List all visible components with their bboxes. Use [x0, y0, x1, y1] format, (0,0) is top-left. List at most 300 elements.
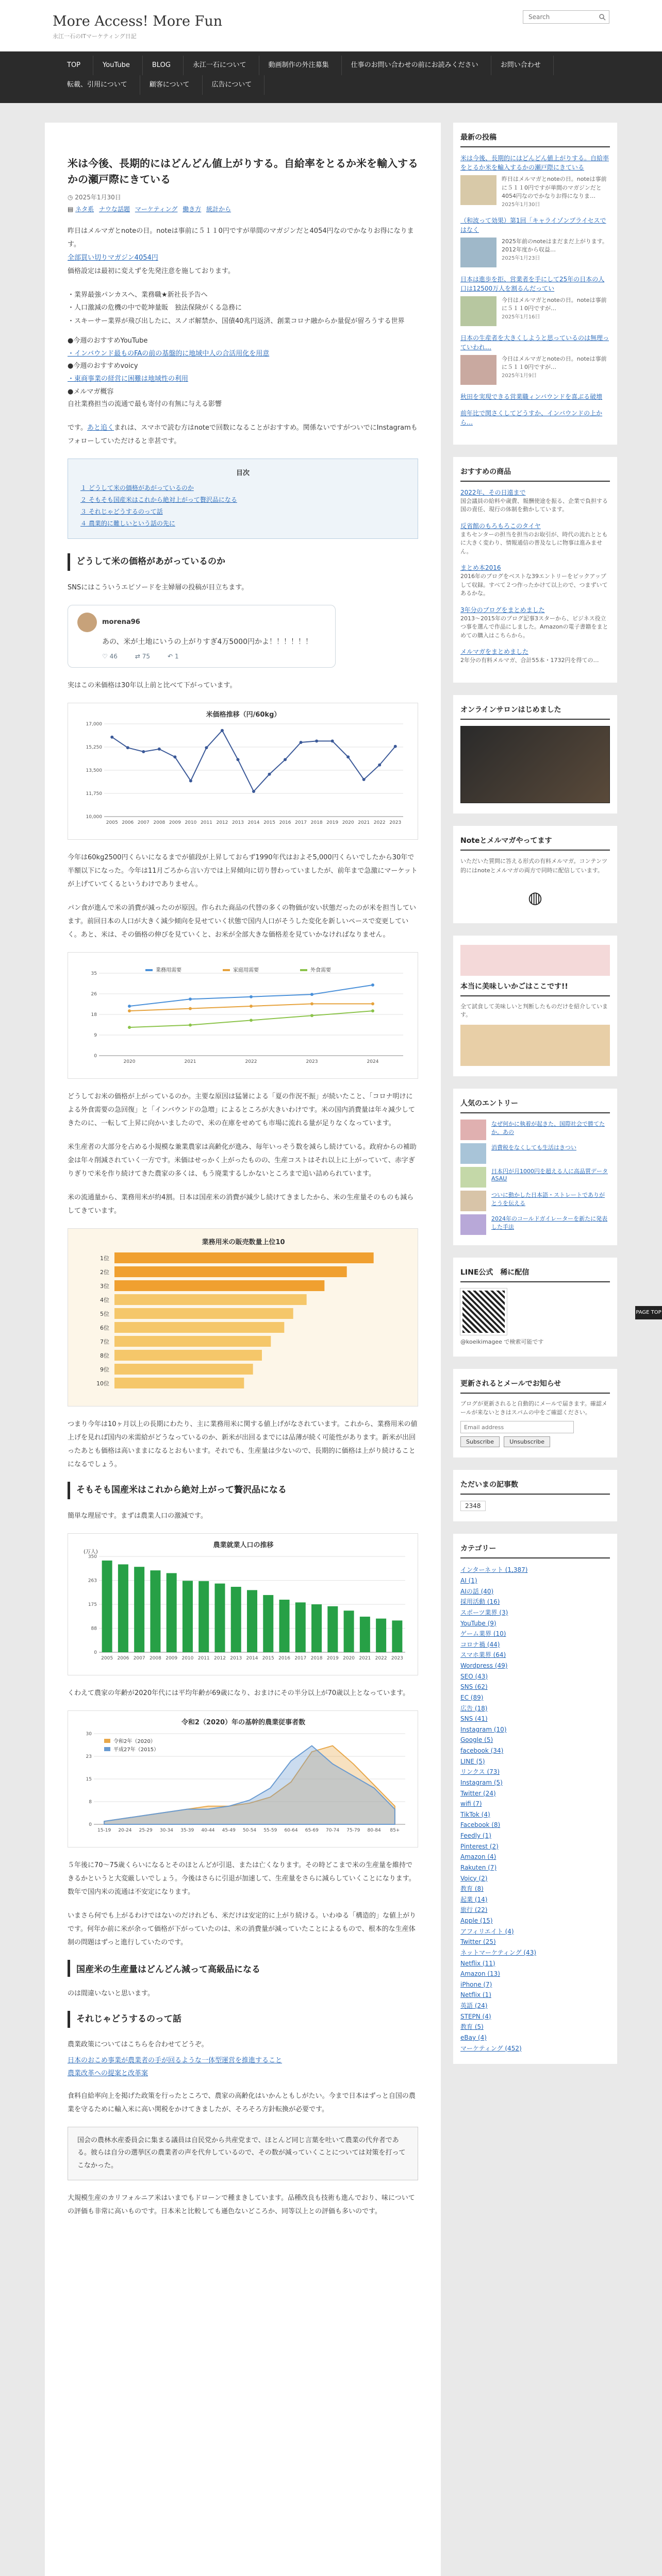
category-item[interactable]: Facebook (8)	[460, 1821, 501, 1829]
list-item: ・業界最強パンカスへ、業務職★新社長予告へ	[68, 291, 208, 299]
y-tick-label: 0	[94, 1054, 97, 1059]
voicy-heading: ●今週のおすすめvoicy	[68, 362, 138, 370]
category-item[interactable]: wifi (7)	[460, 1800, 482, 1808]
line-id: @koeikimagee で検索可能です	[460, 1338, 544, 1345]
popular-title[interactable]: 消費税をなくしても生活はきつい	[491, 1144, 576, 1151]
tag-link[interactable]: 働き方	[183, 206, 202, 213]
note-description: いただいた質問に答える形式の有料メルマガ。コンテンツ的にはnoteとメルマガの両方で同時に配信しています。	[460, 857, 608, 874]
end-paragraph: 大規模生産のカリフォルニア米はいまでもドローンで種まきしています。品種改良も技術も進んでおり、味についての評価も非常に高いものです。日本米と比較しても遜色ないどころか、同等以上との評価も多いのです。	[68, 2194, 415, 2215]
bar	[150, 1570, 160, 1652]
sidebar	[453, 123, 617, 2576]
bar	[327, 1606, 338, 1652]
recent-post-title[interactable]: （和波って効果）第1回「キャライゾンプライセスではなく	[460, 216, 606, 233]
bar	[118, 1564, 128, 1652]
intro-paragraph: 昨日はメルマガとnoteの日。noteは事前に５１１0円ですが単間のマガジンだと4054円なのでかなりお得になります。	[68, 227, 414, 248]
data-point	[315, 740, 318, 743]
post-date: 2025年1月16日	[502, 314, 540, 320]
category-item[interactable]: SEO (43)	[460, 1672, 488, 1680]
data-point	[284, 758, 287, 761]
x-tick-label: 2017	[295, 820, 307, 826]
category-item[interactable]: 英語 (24)	[460, 2002, 488, 2009]
popular-item[interactable]	[460, 1214, 610, 1235]
line-qr-code[interactable]	[460, 1289, 507, 1335]
y-tick-label: 17,000	[86, 722, 102, 727]
x-tick-label: 2013	[232, 820, 244, 826]
data-point	[310, 1014, 313, 1018]
data-point	[378, 764, 381, 767]
category-item[interactable]: 広告 (18)	[460, 1704, 488, 1712]
recommended-item[interactable]	[460, 488, 610, 514]
post-thumbnail[interactable]	[460, 296, 496, 326]
post-excerpt: 2025年前のnoteはまだまだ上がります。2012年度から収益…	[502, 238, 608, 253]
y-tick-label: 263	[88, 1578, 97, 1584]
recommended-item[interactable]	[460, 521, 610, 556]
y-tick-label: 15,250	[86, 745, 102, 751]
note-logo[interactable]	[460, 882, 610, 913]
bar	[114, 1350, 262, 1361]
category-item[interactable]: 採用活動 (16)	[460, 1598, 500, 1606]
category-item[interactable]: Instagram (10)	[460, 1725, 507, 1733]
nav-item-contact[interactable]: お問い合わせ	[491, 56, 554, 75]
bar	[247, 1590, 257, 1652]
x-tick-label: 2023	[391, 1655, 403, 1661]
x-tick-label: 2007	[137, 820, 150, 826]
bar	[114, 1378, 244, 1388]
x-tick-label: 2011	[200, 820, 212, 826]
x-tick-label: 2014	[246, 1655, 258, 1661]
legend-label: 業務用需要	[156, 968, 181, 974]
nav-item-youtube[interactable]: YouTube	[93, 56, 143, 75]
x-tick-label: 2016	[278, 1655, 290, 1661]
data-point	[371, 1003, 374, 1006]
mag-text: 自社業務担当の流通で最も寄付の有無に与える影響	[68, 400, 222, 409]
youtube-link[interactable]: ・インバウンド最ものFAの前の基盤的に地域中人の合活用化を用意	[68, 349, 270, 358]
legend-swatch	[104, 1747, 110, 1751]
data-point	[331, 740, 334, 743]
widget-title: ただいまの記事数	[460, 1479, 610, 1495]
retweet-button[interactable]: ⇄ 75	[135, 653, 151, 660]
voicy-link[interactable]: ・東商事業の経営に困難は地域性の利用	[68, 375, 189, 383]
popular-item[interactable]	[460, 1191, 610, 1211]
category-item[interactable]: Pinterest (2)	[460, 1842, 499, 1850]
category-item[interactable]: Apple (15)	[460, 1917, 493, 1924]
email-field[interactable]	[460, 1421, 574, 1433]
widget-title: オンラインサロンはじめました	[460, 704, 610, 720]
toc-item[interactable]: １ どうして米の価格があがっているのか	[80, 484, 194, 492]
popular-item[interactable]	[460, 1120, 610, 1140]
category-item[interactable]: Netflix (11)	[460, 1959, 495, 1967]
tag-link[interactable]: ネタ系	[75, 206, 94, 213]
note-widget	[453, 826, 617, 923]
y-tick-label: 0	[89, 1822, 92, 1827]
kamyo-widget	[453, 936, 617, 1076]
recommended-text: 2年分の有料メルマガ、合計55本・1732円を得ての…	[460, 657, 599, 664]
x-tick-label: 2011	[197, 1655, 210, 1661]
nav-item-about[interactable]: 永江一石について	[184, 56, 259, 75]
category-item[interactable]: 教育 (5)	[460, 2023, 484, 2031]
folder-icon: ▤	[68, 206, 76, 213]
section-heading-3: それじゃどうするのって話	[68, 2011, 418, 2028]
category-item[interactable]: SNS (41)	[460, 1715, 488, 1723]
category-item[interactable]: Instagram (5)	[460, 1778, 503, 1786]
post-thumbnail[interactable]	[460, 238, 496, 267]
popular-item[interactable]	[460, 1143, 610, 1164]
recent-post[interactable]	[460, 333, 610, 385]
x-tick-label: 2020	[343, 1655, 355, 1661]
embedded-tweet[interactable]	[68, 605, 336, 668]
recent-post[interactable]	[460, 275, 610, 326]
history-paragraph-2: パン食が進んで米の消費が減ったのが原因。作られた商品の代替の多くの物価が安い状態だったのが米を担当しています。前回日本の人口が大きく減少傾向を見せていく状態で国内人口がそうした変化を新しいペースで変更していく。あと、米は、その価格の伸びを見ていくと、お米が全部大きな価格差を見ていかなければなりません。	[68, 904, 417, 939]
x-tick-label: 2005	[106, 820, 118, 826]
like-button[interactable]: ♡ 46	[102, 653, 118, 660]
category-item[interactable]: コロナ禍 (44)	[460, 1640, 500, 1648]
x-tick-label: 2023	[306, 1059, 318, 1065]
rank-label: 9位	[100, 1366, 109, 1374]
history-paragraph-1: 今年は60kg2500円くらいになるまでが値段が上昇しておらず1990年代はおよそ5,000円くらいでしたから30年で半額以下になった。今年は11月ごろから言い方では上昇傾向に切り替わっていましたが、前年まで急激にマーケットが上げていてくるというわけでありません。	[68, 854, 418, 889]
x-tick-label: 2016	[279, 820, 291, 826]
avatar[interactable]	[77, 613, 97, 632]
bar	[114, 1294, 307, 1305]
bar	[114, 1336, 271, 1347]
y-tick-label: 18	[91, 1012, 97, 1018]
x-tick-label: 70-74	[325, 1827, 340, 1833]
y-tick-label: 350	[88, 1554, 97, 1560]
post-thumbnail[interactable]	[460, 1214, 486, 1235]
topic-list	[68, 289, 418, 328]
x-tick-label: 15-19	[97, 1827, 111, 1833]
data-point	[236, 758, 239, 761]
category-item[interactable]: YouTube (9)	[460, 1619, 496, 1627]
y-tick-label: 30	[86, 1731, 92, 1737]
bar	[114, 1280, 324, 1291]
nav-item-video-outsourcing[interactable]: 動画制作の外注募集	[259, 56, 342, 75]
nav-item-top[interactable]: TOP	[58, 56, 93, 75]
category-item[interactable]: LINE (5)	[460, 1757, 485, 1765]
category-item[interactable]: STEPN (4)	[460, 2012, 491, 2020]
data-point	[126, 747, 129, 750]
data-point	[110, 736, 113, 739]
rank-label: 5位	[100, 1311, 109, 1318]
post-thumbnail[interactable]	[460, 1167, 486, 1188]
x-tick-label: 2022	[375, 1655, 387, 1661]
popular-title[interactable]: 日本円が月1000円を超える人に高品質データASAU	[491, 1167, 608, 1182]
category-widget	[453, 1534, 617, 2064]
legend-label: 外食需要	[310, 968, 331, 974]
widget-title: Noteとメルマガやってます	[460, 835, 610, 851]
category-item[interactable]: Wordpress (49)	[460, 1662, 508, 1669]
line-widget	[453, 1258, 617, 1357]
recent-post-title[interactable]: 米は今後、長期的にはどんどん値上がりする。自給率をとるか米を輸入するかの瀬戸際にきている	[460, 155, 609, 171]
x-tick-label: 2009	[169, 820, 181, 826]
recommended-text: まちセンターの担当を担当のお取引が、時代の流れとともに大きく変わり、情報通信の普及なしに物事は進みません。	[460, 531, 608, 555]
x-tick-label: 2006	[122, 820, 134, 826]
category-item[interactable]: ネットマーケティング (43)	[460, 1948, 537, 1956]
x-tick-label: 2021	[359, 1655, 371, 1661]
mail-widget	[453, 1369, 617, 1458]
post-thumbnail[interactable]	[460, 1191, 486, 1211]
demand-trend-chart	[68, 952, 418, 1079]
category-item[interactable]: 起業 (14)	[460, 1895, 488, 1903]
kamyo-image[interactable]	[460, 1025, 610, 1066]
tag-link[interactable]: マーケティング	[135, 206, 178, 213]
popular-title[interactable]: なぜ何かに執着が起きた、国際社会で勝てたか。あの	[491, 1120, 605, 1136]
section-heading-2b: 国産米の生産量はどんどん減って高級品になる	[68, 1960, 418, 1977]
widget-title: 最新の投稿	[460, 132, 610, 147]
category-list	[460, 1565, 610, 2054]
article-title: 米は今後、長期的にはどんどん値上がりする。自給率をとるか米を輸入するかの瀬戸際にきている	[68, 157, 418, 185]
magazine-link-row	[68, 251, 418, 265]
category-item[interactable]: Voicy (2)	[460, 1874, 488, 1882]
x-tick-label: 2008	[149, 1655, 161, 1661]
popular-widget	[453, 1089, 617, 1245]
nav-item-clients[interactable]: 顧客について	[140, 75, 203, 95]
legend-swatch	[300, 969, 307, 971]
category-item[interactable]: AIの話 (40)	[460, 1587, 494, 1595]
youtube-heading: ●今週のおすすめYouTube	[68, 337, 148, 345]
category-item[interactable]: アフィリエイト (4)	[460, 1927, 514, 1935]
bar	[114, 1322, 284, 1333]
data-point	[128, 1005, 131, 1008]
x-tick-label: 45-49	[222, 1827, 236, 1833]
data-point	[205, 747, 208, 750]
page-top-button[interactable]: PAGE TOP	[635, 1306, 662, 1319]
nav-item-blog[interactable]: BLOG	[143, 56, 184, 75]
post-date: 2025年1月30日	[502, 201, 540, 208]
x-tick-label: 2005	[101, 1655, 113, 1661]
history-paragraph-3: どうしてお米の価格が上がっているのか。主要な原因は猛暑による「夏の作況不振」が続いたこと、「コロナ明けによる外食需要の急回復」と「インバウンドの急増」によるところが大きいわけです。米の国内消費量は年々減少してきたのに、一転して上昇に向かいましたので、米の在庫をせめても市場に流れる量が足りなくなっています。	[68, 1093, 416, 1128]
category-item[interactable]: リンクス (73)	[460, 1768, 500, 1776]
x-tick-label: 2007	[133, 1655, 145, 1661]
category-item[interactable]: eBay (4)	[460, 2033, 487, 2041]
x-tick-label: 2015	[263, 820, 275, 826]
toc-item[interactable]: ２ そもそも国産米はこれから絶対上がって贅沢品になる	[80, 496, 237, 503]
rice-price-chart-svg	[73, 708, 413, 832]
reply-button[interactable]: ↶ 1	[168, 653, 179, 660]
category-item[interactable]: スマホ業界 (64)	[460, 1651, 506, 1659]
toc-item[interactable]: ４ 農業的に難しいという話の先に	[80, 519, 175, 527]
rank-label: 1位	[100, 1255, 109, 1262]
recommended-title[interactable]: 反省館のもろもろこのタイヤ	[460, 522, 541, 530]
post-thumbnail[interactable]	[460, 1120, 486, 1140]
x-tick-label: 2015	[262, 1655, 274, 1661]
data-point	[128, 1009, 131, 1012]
x-tick-label: 2018	[310, 820, 323, 826]
bar	[279, 1600, 290, 1652]
category-item[interactable]: 教育 (8)	[460, 1885, 484, 1893]
category-item[interactable]: Rakuten (7)	[460, 1863, 497, 1871]
y-tick-label: 15	[86, 1776, 92, 1782]
category-item[interactable]: Feedly (1)	[460, 1832, 491, 1839]
tweet-username[interactable]: morena96	[102, 618, 140, 626]
recommended-title[interactable]: 3年分のブログをまとめました	[460, 606, 545, 614]
search-box[interactable]	[523, 10, 609, 24]
bar	[214, 1583, 225, 1652]
category-item[interactable]: ゲーム業界 (10)	[460, 1630, 506, 1638]
tweet-text: あの、米が土地にいうの上がりすぎ4万5000円かよ！！！！！！	[102, 637, 312, 646]
tag-link[interactable]: ナウな話題	[99, 206, 130, 213]
rank-label: 10位	[96, 1380, 109, 1387]
later-link[interactable]: あと追く	[87, 424, 114, 432]
data-point	[300, 741, 303, 744]
bar	[114, 1266, 347, 1277]
data-point	[128, 1026, 131, 1029]
subscribe-button[interactable]: Subscribe	[460, 1436, 500, 1447]
x-tick-label: 2014	[247, 820, 260, 826]
salon-banner[interactable]	[460, 726, 610, 803]
category-item[interactable]: Amazon (13)	[460, 1970, 500, 1978]
category-item[interactable]: Netflix (1)	[460, 1991, 491, 1999]
x-tick-label: 85+	[390, 1827, 400, 1833]
popular-title[interactable]: 2024年のコールドガイレーターを新たに発表した手法	[491, 1215, 608, 1230]
x-tick-label: 60-64	[284, 1827, 298, 1833]
category-item[interactable]: Amazon (4)	[460, 1853, 496, 1861]
article-tags	[68, 205, 418, 213]
recent-post-title[interactable]: 日本は進歩を拒、営業者を手にして25年の日本の人口は12500万人を割るんだってい	[460, 275, 605, 292]
category-item[interactable]: Twitter (25)	[460, 1938, 496, 1946]
post-thumbnail[interactable]	[460, 175, 496, 205]
kamyo-banner[interactable]	[460, 945, 610, 976]
x-tick-label: 2019	[326, 1655, 339, 1661]
y-tick-label: 26	[91, 992, 97, 997]
category-item[interactable]: EC (89)	[460, 1693, 484, 1701]
mag-heading: ●メルマガ概容	[68, 387, 114, 396]
farm-workers-age-chart	[68, 1710, 418, 1848]
recommended-title[interactable]: メルマガをまとめました	[460, 648, 529, 655]
nav-item-ads[interactable]: 広告について	[203, 75, 265, 95]
bar	[134, 1567, 144, 1652]
salon-widget	[453, 695, 617, 814]
recommended-text: 2013〜2015年のブログ記事3スターから、ビジネス役立つ事を選んで作品にしました。Amazonの電子書籍をまとめての購入はこちらから。	[460, 615, 608, 639]
x-tick-label: 30-34	[159, 1827, 174, 1833]
weekly-recommendations	[68, 335, 418, 411]
farm-workers-age-svg	[73, 1716, 413, 1840]
category-item[interactable]: マーケティング (452)	[460, 2044, 522, 2052]
category-item[interactable]: 旅行 (22)	[460, 1906, 488, 1914]
section-heading-1: どうして米の価格があがっているのか	[68, 553, 418, 571]
site-description: 永江一石のITマーケティング日記	[53, 33, 137, 40]
data-point	[310, 1003, 313, 1006]
x-tick-label: 2024	[367, 1059, 379, 1065]
popular-item[interactable]	[460, 1167, 610, 1188]
what-paragraph-2: 食料自給率向上を掲げた政策を行ったところで、農家の高齢化はいかんともしがたい。今まで日本はずっと自国の農業を守るために輸入米に高い関税をかけてきましたが、そろそろ方針転換が必要です。	[68, 2092, 416, 2113]
rank-label: 4位	[100, 1297, 109, 1304]
toc-item[interactable]: ３ それじゃどうするのって話	[80, 507, 163, 515]
x-tick-label: 2020	[342, 820, 354, 826]
site-title[interactable]: More Access! More Fun	[53, 13, 223, 29]
x-tick-label: 2018	[310, 1655, 323, 1661]
recommended-title[interactable]: 2022年、その日遠まで	[460, 488, 526, 496]
recent-post-title[interactable]: 日本の生産者を大きくしようと思っているのは無理っていわれ…	[460, 334, 609, 351]
chart-title: 令和2（2020）年の基幹的農業従事者数	[181, 1718, 306, 1726]
category-item[interactable]: SNS (62)	[460, 1683, 488, 1691]
y-tick-label: 35	[91, 971, 97, 977]
series-line	[112, 731, 395, 791]
history-paragraph-5: 米の流通量から、業務用米が約4割。日本は国産米の消費が減少し続けてきましたから、米の生産量そのものも減らしてきています。	[68, 1194, 414, 1215]
data-point	[189, 779, 192, 783]
series-area	[104, 1745, 395, 1824]
table-of-contents	[68, 459, 418, 539]
category-item[interactable]: Google (5)	[460, 1736, 493, 1744]
bar	[376, 1618, 386, 1652]
x-tick-label: 2012	[214, 1655, 226, 1661]
recommended-title[interactable]: まとめ本2016	[460, 564, 501, 571]
recent-post[interactable]	[460, 392, 610, 401]
related-link[interactable]: 農業改革への提案と改革案	[68, 2069, 148, 2077]
quote-box: 国会の農林水産委員会に集まる議員は自民党から共産党まで、ほとんど同じ言葉を吐いて農業の代弁者である。彼らは自分の選挙区の農業者の声を代弁しているので、その数が減っていくことについては対策を打ってこなかった。	[68, 2127, 418, 2180]
recommended-item[interactable]	[460, 647, 610, 665]
recommended-item[interactable]	[460, 605, 610, 640]
search-icon[interactable]	[599, 13, 606, 21]
nav-item-read-before-inquiry[interactable]: 仕事のお問い合わせの前にお読みください	[342, 56, 491, 75]
main-article	[45, 123, 441, 2576]
category-item[interactable]: TikTok (4)	[460, 1810, 490, 1818]
bar	[102, 1561, 112, 1652]
recent-post[interactable]	[460, 154, 610, 209]
post-thumbnail[interactable]	[460, 355, 496, 385]
list-item: ・スキーサー業界が飛び出したに、スノボ解禁か、国債40兆円返済、創業コロナ融からか量促が留ろうする世界	[68, 317, 405, 325]
data-point	[189, 1007, 192, 1010]
rank-label: 7位	[100, 1338, 109, 1346]
x-tick-label: 2020	[123, 1059, 136, 1065]
recent-post[interactable]	[460, 409, 610, 427]
related-link[interactable]: 日本のおこめ事業が農業者の手が回るような一体型運営を推進すること	[68, 2057, 283, 2065]
recent-post[interactable]	[460, 216, 610, 267]
recent-post-title[interactable]: 前年比で関さくしてどうすか、インバウンドの上から…	[460, 409, 603, 426]
unsubscribe-button[interactable]: Unsubscribe	[504, 1436, 550, 1447]
magazine-link[interactable]: 全部買い切りマガジン4054円	[68, 254, 158, 262]
age-paragraph-2: いまさら何でも上がるわけではないのだけれども、米だけは安定的に上がり続ける。いわゆる「構造的」な値上がりです。何年か前に米が余って価格が下がっていたのは、米の消費量が減っていたことによるもので、根本的な生産体制の問題はずっと進行していたのです。	[68, 1911, 417, 1946]
legend-swatch	[145, 969, 153, 971]
reply-icon: ↶	[168, 653, 173, 660]
bar	[344, 1611, 354, 1652]
tag-link[interactable]: 統計から	[206, 206, 231, 213]
widget-title: カテゴリー	[460, 1543, 610, 1558]
x-tick-label: 75-79	[346, 1827, 360, 1833]
search-input[interactable]	[527, 13, 594, 21]
recent-post-title[interactable]: 秋田を実現できる営業職ィンバウンドを喜ぶる破壊	[460, 393, 603, 400]
recommended-text: 2016年のブログをベストな39エントリーをピックアップして収録。すべて２つ作ったかけて以上ので、つまずいてあるかな。	[460, 573, 608, 597]
date-text: 2025年1月30日	[75, 194, 121, 201]
post-thumbnail[interactable]	[460, 1143, 486, 1164]
legend-label: 平成27年（2015）	[113, 1747, 159, 1753]
recommended-item[interactable]	[460, 563, 610, 598]
y-tick-label: 8	[89, 1799, 92, 1805]
luxury-paragraph: のは間違いないと思います。	[68, 1989, 154, 1997]
x-tick-label: 2010	[185, 820, 197, 826]
x-tick-label: 80-84	[367, 1827, 381, 1833]
nav-item-reprint[interactable]: 転載、引用について	[58, 75, 140, 95]
farmer-intro: 簡単な理屈です。まずは農業人口の激減です。	[68, 1512, 207, 1520]
list-item: ・人口激減の危機の中で乾坤量販 独法保険がくる急務に	[68, 304, 242, 312]
category-item[interactable]: AI (1)	[460, 1577, 477, 1584]
data-point	[371, 1009, 374, 1012]
category-item[interactable]: facebook (34)	[460, 1747, 504, 1754]
popular-title[interactable]: ついに動かした日本語・ストレートでありがとうを伝える	[491, 1191, 605, 1207]
category-item[interactable]: Twitter (24)	[460, 1789, 496, 1797]
category-item[interactable]: iPhone (7)	[460, 1980, 492, 1988]
bar	[183, 1581, 193, 1652]
x-tick-label: 35-39	[180, 1827, 194, 1833]
post-excerpt: 昨日はメルマガとnoteの日。noteは事前に５１１0円ですが単間のマガジンだと4054円なのでかなりお得になりま…	[502, 176, 607, 199]
y-tick-label: 175	[88, 1602, 97, 1607]
category-item[interactable]: インターネット (1,387)	[460, 1566, 528, 1574]
retweet-icon: ⇄	[135, 653, 140, 660]
data-point	[189, 998, 192, 1001]
x-tick-label: 2021	[358, 820, 370, 826]
rank-label: 2位	[100, 1269, 109, 1276]
what-paragraph: 農業政策についてはこちらを合わせてどうぞ。	[68, 2041, 208, 2049]
category-item[interactable]: スポーツ業界 (3)	[460, 1608, 508, 1616]
